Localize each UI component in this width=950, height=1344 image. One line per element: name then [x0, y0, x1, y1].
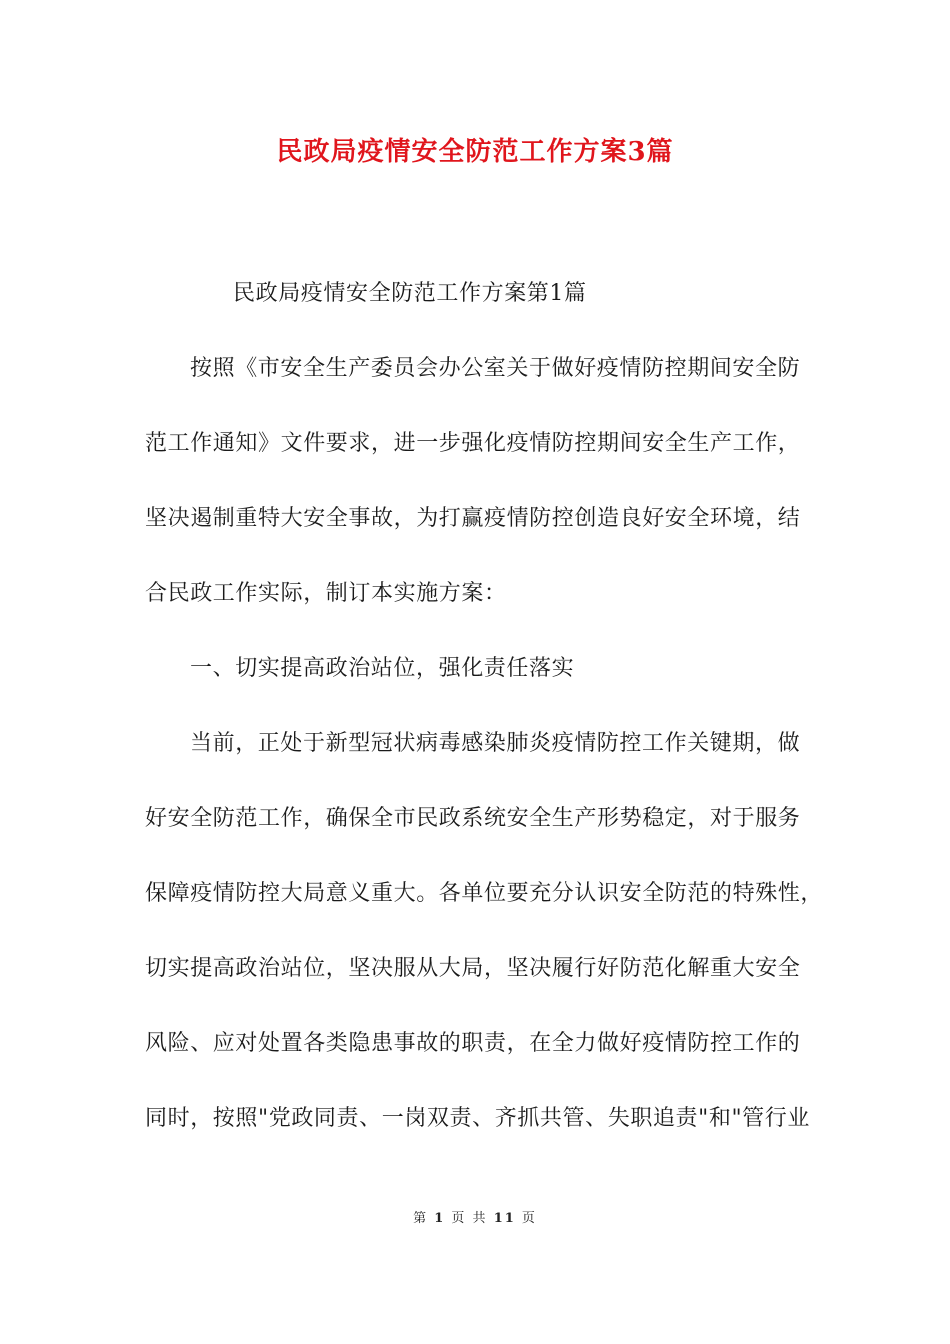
paragraph-line: 坚决遏制重特大安全事故，为打赢疫情防控创造良好安全环境，结	[145, 506, 801, 531]
section-heading: 民政局疫情安全防范工作方案第1篇	[233, 281, 587, 306]
paragraph-line: 合民政工作实际，制订本实施方案：	[145, 581, 507, 606]
page-total: 11	[493, 1211, 516, 1226]
paragraph-line: 按照《市安全生产委员会办公室关于做好疫情防控期间安全防	[190, 356, 801, 381]
paragraph-line: 范工作通知》文件要求，进一步强化疫情防控期间安全生产工作，	[145, 431, 801, 456]
subsection-heading: 一、切实提高政治站位，强化责任落实	[190, 656, 575, 681]
page-suffix: 页	[521, 1211, 537, 1226]
paragraph-line: 当前，正处于新型冠状病毒感染肺炎疫情防控工作关键期，做	[190, 731, 801, 756]
page-mid: 页 共	[451, 1211, 488, 1226]
page-current: 1	[434, 1211, 446, 1226]
page-prefix: 第	[413, 1211, 429, 1226]
paragraph-line: 风险、应对处置各类隐患事故的职责，在全力做好疫情防控工作的	[145, 1031, 801, 1056]
document-title: 民政局疫情安全防范工作方案3篇	[276, 137, 674, 167]
paragraph-line: 保障疫情防控大局意义重大。各单位要充分认识安全防范的特殊性，	[145, 881, 824, 906]
paragraph-line: 同时，按照"党政同责、一岗双责、齐抓共管、失职追责"和"管行业	[145, 1106, 810, 1131]
page-number-footer	[0, 1207, 950, 1226]
paragraph-line: 好安全防范工作，确保全市民政系统安全生产形势稳定，对于服务	[145, 806, 801, 831]
paragraph-line: 切实提高政治站位，坚决服从大局，坚决履行好防范化解重大安全	[145, 956, 801, 981]
